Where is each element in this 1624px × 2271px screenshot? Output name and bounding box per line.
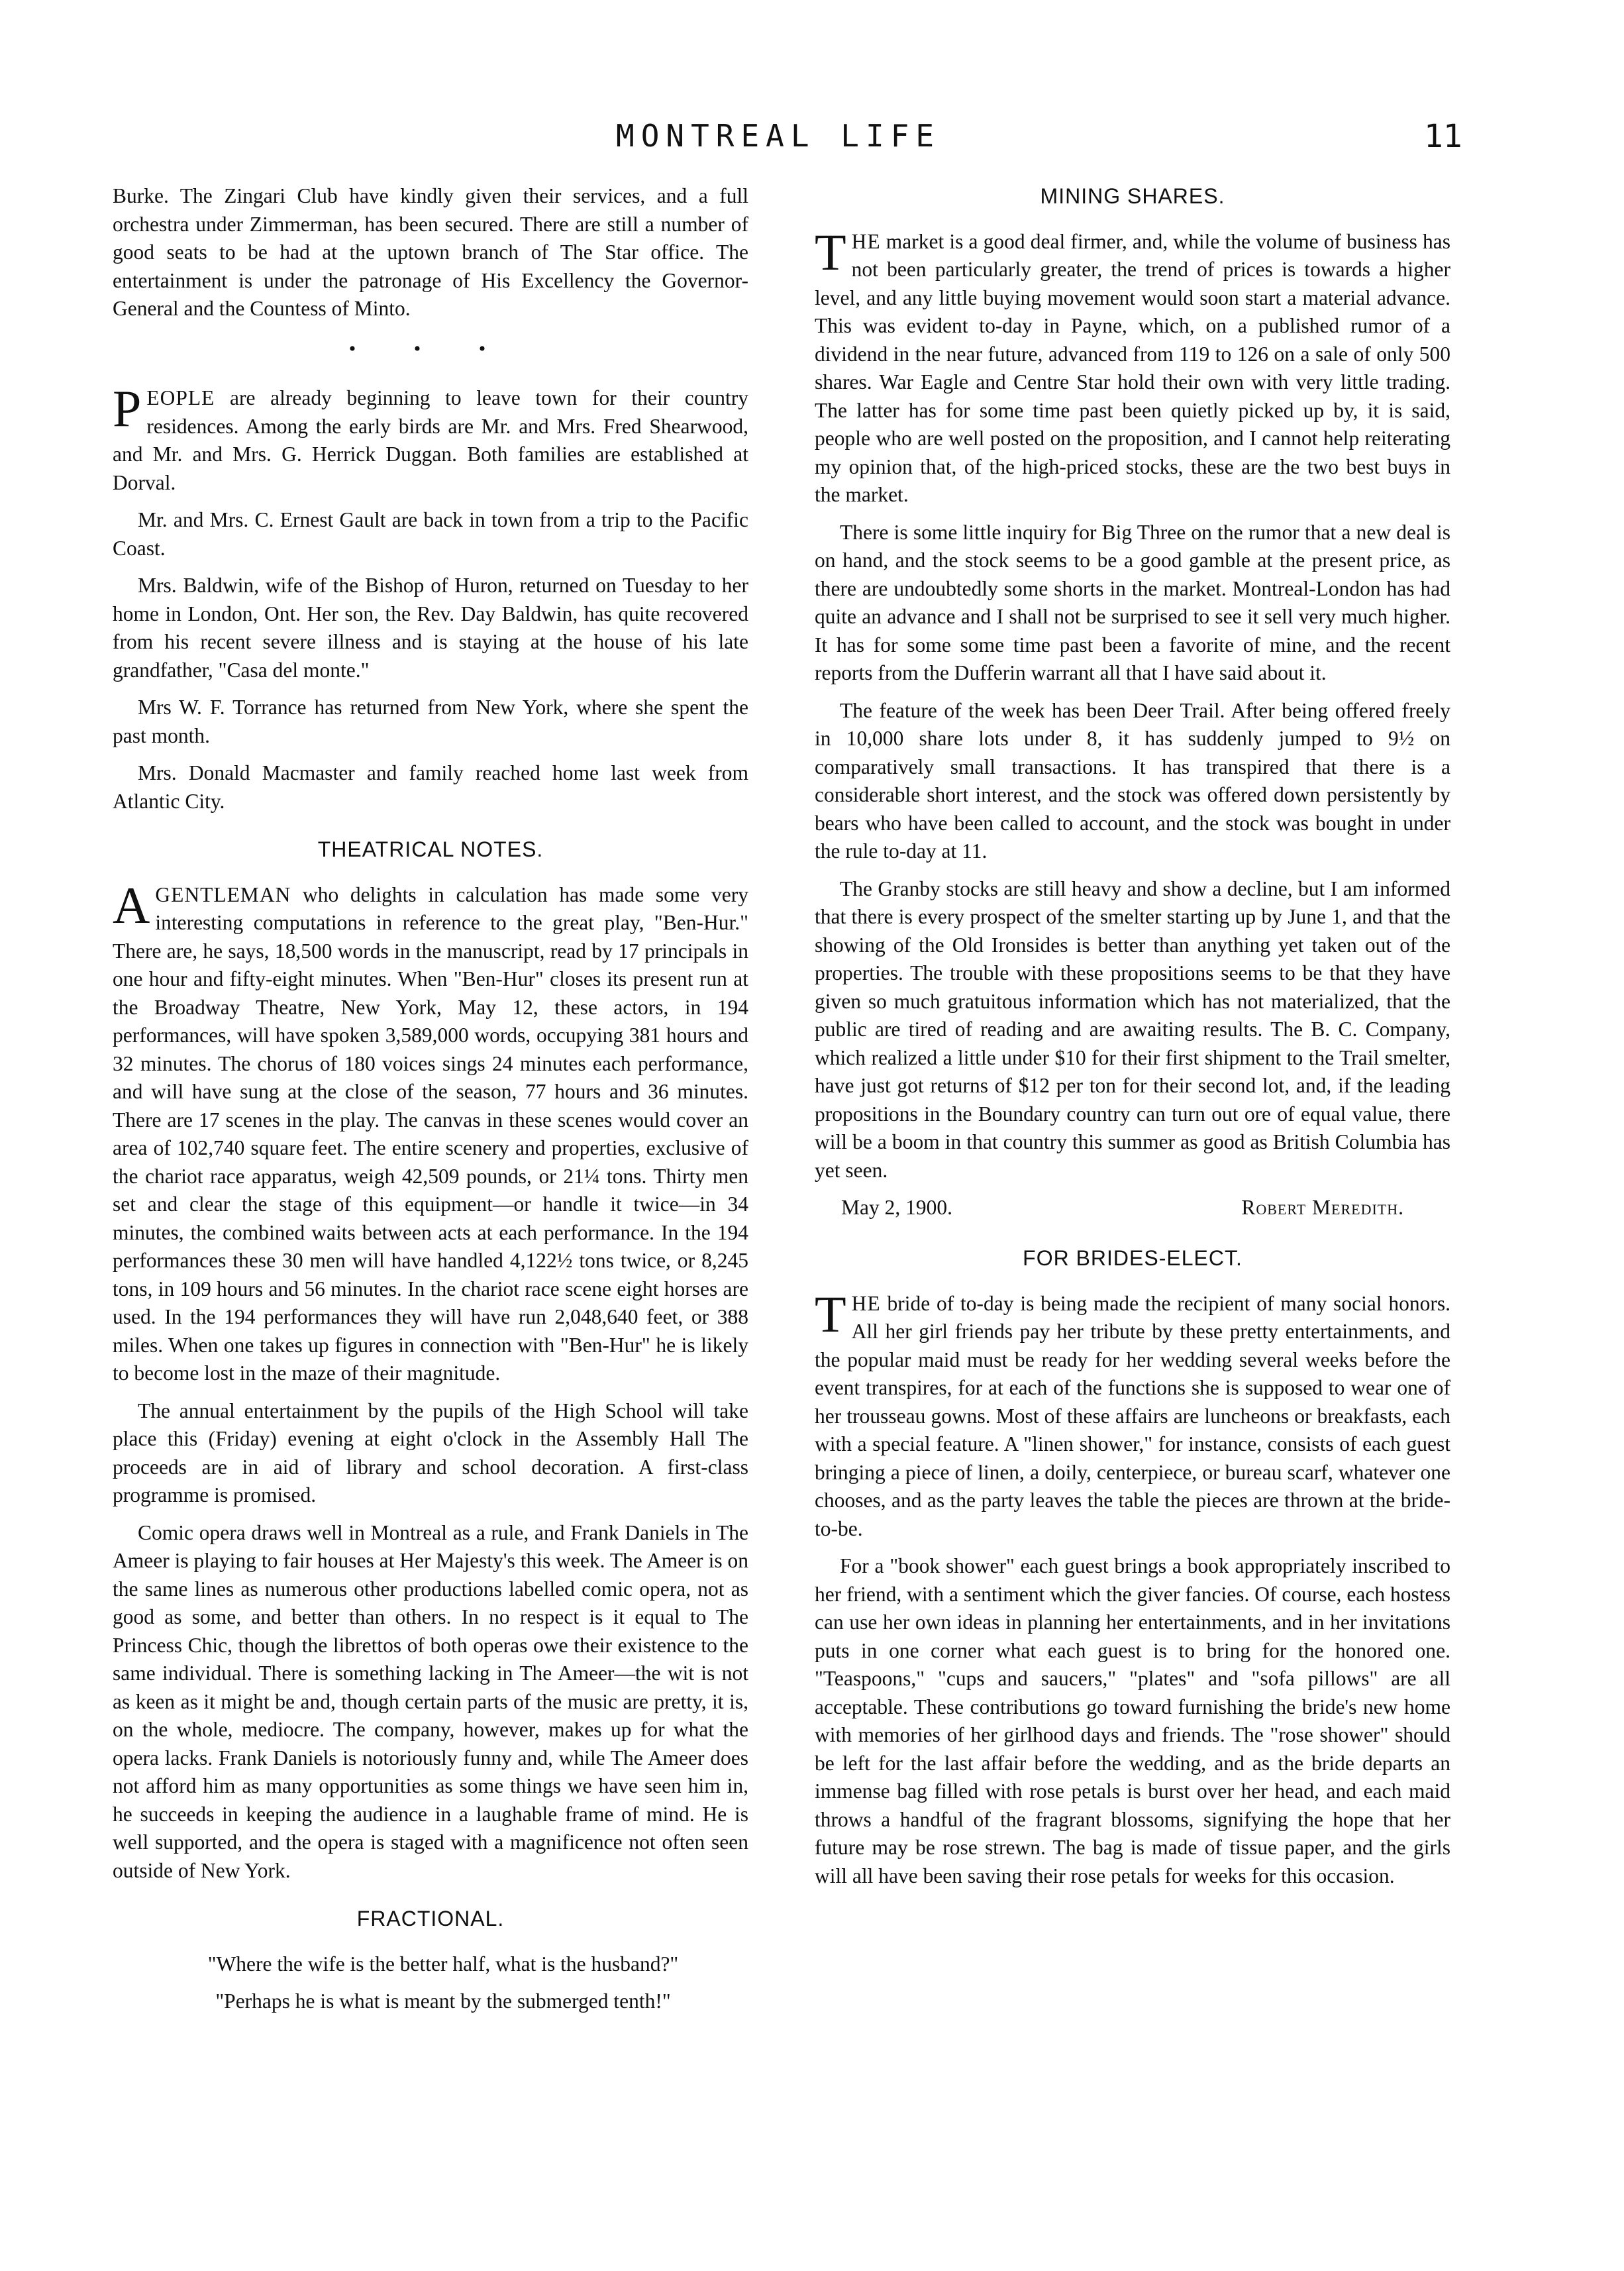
paragraph-text: market is a good deal firmer, and, while the volume of business has not been particularly greater, the trend of prices is towards a higher level, and any little buying movement would soon start a material advance. This was evident to-day in Payne, which, on a published rumor of a dividend in the near future, advanced from 119 to 126 on a sale of only 500 shares. War Eagle and Centre Star hold their own with very little trading. The latter has for some time past been quietly picked up by, it is said, people who are well posted on the proposition, and I cannot help reiterating my opinion that, of the high-priced stocks, these are the two best buys in the market. [815, 229, 1450, 506]
lead-word: HE [851, 1291, 881, 1315]
running-head [0, 118, 1624, 164]
dateline: May 2, 1900. [841, 1196, 952, 1219]
theatrical-notes [113, 835, 748, 1885]
lead-word: HE [851, 229, 881, 253]
society-paragraph-3: Mrs. Baldwin, wife of the Bishop of Huron, returned on Tuesday to her home in London, Ont. Her son, the Rev. Day Baldwin, has quite recovered from his recent severe illness and is staying at the house of his late grandfather, "Casa del monte." [113, 574, 748, 682]
right-column [815, 182, 1450, 1899]
continued-paragraph: Burke. The Zingari Club have kindly given their services, and a full orchestra under Zimmerman, has been secured. There are still a number of good seats to be had at the uptown branch of The Star office. The entertainment is under the patronage of His Excellency the Governor-General and the Countess of Minto. [113, 184, 748, 320]
paragraph-text: are already beginning to leave town for their country residences. Among the early birds are Mr. and Mrs. Fred Shearwood, and Mr. and Mrs. G. Herrick Duggan. Both families are established at Dorval. [113, 386, 748, 494]
left-column [113, 182, 748, 2025]
theatrical-paragraph-1 [113, 876, 748, 1388]
mining-shares [815, 182, 1450, 1224]
society-paragraph-5: Mrs. Donald Macmaster and family reached home last week from Atlantic City. [113, 761, 748, 813]
drop-cap: T [815, 223, 846, 281]
drop-cap: P [113, 380, 142, 437]
page-number: 11 [1424, 118, 1462, 155]
quip-line-2: "Perhaps he is what is meant by the submerged tenth!" [215, 1989, 671, 2013]
society-notes [113, 380, 748, 816]
society-paragraph-1 [113, 380, 748, 497]
lead-word: EOPLE [146, 386, 215, 409]
paragraph-text: bride of to-day is being made the recipient of many social honors. All her girl friends pay her tribute by these pretty entertainments, and the popular maid must be ready for her wedding several weeks before the event transpires, for at each of the functions she is supposed to wear one of her trousseau gowns. Most of these affairs are luncheons or breakfasts, each with a special feature. A "linen shower," for instance, consists of each guest bringing a piece of linen, a doily, centerpiece, or bureau scarf, whatever one chooses, and as the party leaves the table the pieces are thrown at the bride-to-be. [815, 1291, 1450, 1540]
society-paragraph-4: Mrs W. F. Torrance has returned from New York, where she spent the past month. [113, 696, 748, 747]
lead-word: GENTLEMAN [155, 882, 291, 906]
society-paragraph-2: Mr. and Mrs. C. Ernest Gault are back in town from a trip to the Pacific Coast. [113, 508, 748, 560]
mining-paragraph-4: The Granby stocks are still heavy and show a decline, but I am informed that there is every prospect of the smelter starting up by June 1, and that the showing of the Old Ironsides is better than anything yet taken out of the properties. The trouble with these propositions seems to be that they have given so much gratuitous information which has not materialized, that the public are tired of reading and are awaiting results. The B. C. Company, which realized a little under $10 for their first shipment to the Trail smelter, have just got returns of $12 per ton for their second lot, and, if the leading propositions in the Boundary country can turn out ore of equal value, there will be a boom in that country this summer as good as British Columbia has yet seen. [815, 876, 1450, 1182]
brides-paragraph-1 [815, 1285, 1450, 1544]
fractional [113, 1905, 748, 2016]
quip-line-1: "Where the wife is the better half, what is the husband?" [207, 1952, 679, 1976]
mining-paragraph-1 [815, 223, 1450, 509]
section-heading-theatrical: THEATRICAL NOTES. [317, 837, 544, 861]
paragraph-text: who delights in calculation has made some very interesting computations in reference to the great play, "Ben-Hur." There are, he says, 18,500 words in the manuscript, read by 17 principals in one hour and fifty-eight minutes. When "Ben-Hur" closes its present run at the Broadway Theatre, New York, May 12, these actors, in 194 performances, will have spoken 3,589,000 words, occupying 381 hours and 32 minutes. The chorus of 180 voices sings 24 minutes each performance, and will have sung at the close of the season, 77 hours and 36 minutes. There are 17 scenes in the play. The canvas in these scenes would cover an area of 102,740 square feet. The entire scenery and properties, exclusive of the chariot race apparatus, weigh 42,509 pounds, or 21¼ tons. Thirty men set and clear the stage of this equipment—or handle it twice—in 34 minutes, the combined waits between acts at each performance. In the 194 performances these 30 men will have handled 4,122½ tons twice, or 8,245 tons, in 109 hours and 56 minutes. In the chariot race scene eight horses are used. In the 194 performances they will have run 2,048,640 feet, or 388 miles. When one takes up figures in connection with "Ben-Hur" he is likely to become lost in the maze of their magnitude. [113, 882, 748, 1385]
mining-paragraph-2: There is some little inquiry for Big Three on the rumor that a new deal is on hand, and the stock seems to be a good gamble at the present price, as there are undoubtedly some shorts in the market. Montreal-London has had quite an advance and I shall not be surprised to see it sell very much higher. It has for some some time past been a favorite of mine, and the recent reports from the Dufferin warrant all that I have said about it. [815, 520, 1450, 684]
theatrical-paragraph-3: Comic opera draws well in Montreal as a rule, and Frank Daniels in The Ameer is playing to fair houses at Her Majesty's this week. The Ameer is on the same lines as numerous other productions labelled comic opera, not as good as some, and better than others. In no respect is it equal to The Princess Chic, though the librettos of both operas owe their existence to the same individual. There is something lacking in The Ameer—the wit is not as keen as it might be and, though certain parts of the music are pretty, it is, on the whole, mediocre. The company, however, makes up for what the opera lacks. Frank Daniels is notoriously funny and, while The Ameer does not afford him as many opportunities as some things we have seen him in, he succeeds in keeping the audience in a laughable frame of mind. He is well supported, and the opera is staged with a magnificence not often seen outside of New York. [113, 1520, 748, 1882]
signoff [815, 1194, 1450, 1224]
mining-paragraph-3: The feature of the week has been Deer Trail. After being offered freely in 10,000 share lots under 8, it has suddenly jumped to 9½ on comparatively small transactions. It has transpired that there is a considerable short interest, and the stock was offered down persistently by bears who have been called to account, and the stock was bought in under the rule to-day at 11. [815, 698, 1450, 863]
brides-elect [815, 1244, 1450, 1890]
drop-cap: T [815, 1285, 846, 1343]
drop-cap: A [113, 876, 150, 934]
section-ornament: • • • [348, 337, 513, 360]
author-signature: Robert Meredith. [1241, 1196, 1404, 1219]
running-title: MONTREAL LIFE [616, 118, 941, 154]
section-heading-fractional: FRACTIONAL. [356, 1907, 505, 1930]
section-heading-brides: FOR BRIDES-ELECT. [1023, 1246, 1243, 1270]
section-heading-mining: MINING SHARES. [1040, 184, 1225, 208]
theatrical-paragraph-2: The annual entertainment by the pupils of the High School will take place this (Friday) evening at eight o'clock in the Assembly Hall The proceeds are in aid of library and school decoration. A first-class programme is promised. [113, 1399, 748, 1506]
brides-paragraph-2: For a "book shower" each guest brings a book appropriately inscribed to her friend, with a sentiment which the giver fancies. Of course, each hostess can use her own ideas in planning her entertainments, and in her invitations puts in one corner what each guest is to bring for the honored one. "Teaspoons," "cups and saucers," "plates" and "sofa pillows" are all acceptable. These contributions go toward furnishing the bride's new home with memories of her girlhood days and friends. The "rose shower" should be left for the last affair before the wedding, and as the bride departs an immense bag filled with rose petals is burst over her head, and each maid throws a handful of the fragrant blossoms, signifying the hope that her future may be rose strewn. The bag is made of tissue paper, and the girls will all have been saving their rose petals for weeks for this occasion. [815, 1554, 1450, 1887]
